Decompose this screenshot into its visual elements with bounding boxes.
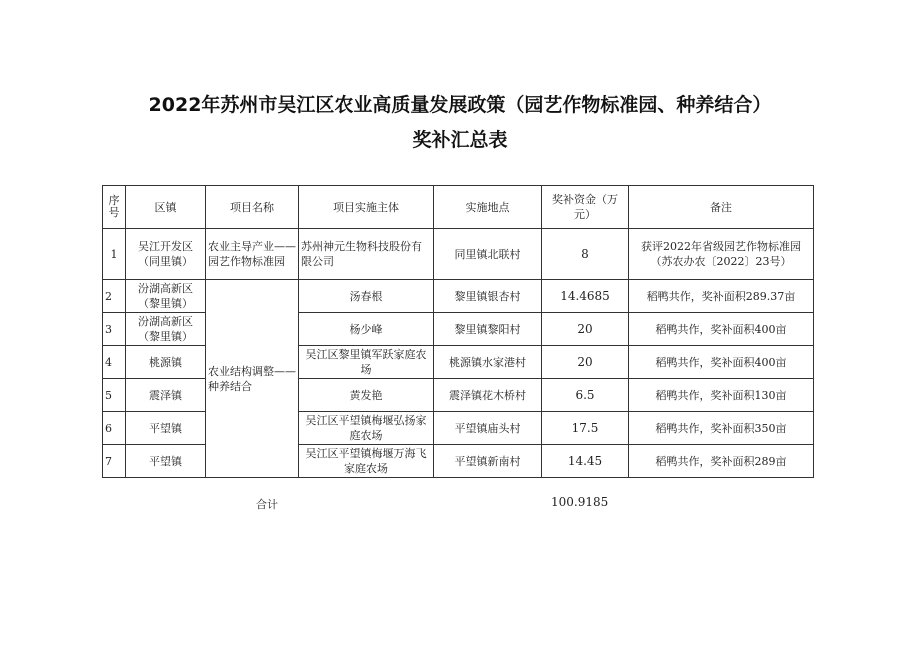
- cell-seq: 7: [103, 445, 126, 478]
- cell-remarks: 稻鸭共作，奖补面积130亩: [629, 379, 814, 412]
- cell-implementer: 吴江区平望镇梅堰弘扬家庭农场: [299, 412, 434, 445]
- cell-implementer: 汤春根: [299, 280, 434, 313]
- cell-district: 吴江开发区（同里镇）: [126, 229, 206, 280]
- cell-remarks: 稻鸭共作，奖补面积350亩: [629, 412, 814, 445]
- cell-funds: 17.5: [542, 412, 629, 445]
- table-header-row: [103, 186, 814, 229]
- table-row: [103, 280, 814, 313]
- cell-district: 汾湖高新区（黎里镇）: [126, 280, 206, 313]
- subsidy-summary-table: [102, 185, 814, 478]
- cell-implementer: 杨少峰: [299, 313, 434, 346]
- cell-district: 平望镇: [126, 412, 206, 445]
- cell-seq: 2: [103, 280, 126, 313]
- cell-location: 同里镇北联村: [434, 229, 542, 280]
- cell-location: 平望镇新南村: [434, 445, 542, 478]
- cell-district: 桃源镇: [126, 346, 206, 379]
- document-title-line1: 2022年苏州市吴江区农业高质量发展政策（园艺作物标准园、种养结合）: [148, 94, 772, 116]
- cell-funds: 20: [542, 313, 629, 346]
- cell-remarks: 稻鸭共作，奖补面积289.37亩: [629, 280, 814, 313]
- cell-remarks: 稻鸭共作，奖补面积400亩: [629, 346, 814, 379]
- cell-remarks: 获评2022年省级园艺作物标准园（苏农办农〔2022〕23号）: [629, 229, 814, 280]
- cell-location: 黎里镇黎阳村: [434, 313, 542, 346]
- cell-remarks: 稻鸭共作，奖补面积289亩: [629, 445, 814, 478]
- document-title-line2: 奖补汇总表: [412, 129, 508, 151]
- cell-funds: 8: [542, 229, 629, 280]
- cell-seq: 1: [103, 229, 126, 280]
- cell-funds: 14.4685: [542, 280, 629, 313]
- cell-funds: 6.5: [542, 379, 629, 412]
- cell-location: 桃源镇水家港村: [434, 346, 542, 379]
- cell-location: 震泽镇花木桥村: [434, 379, 542, 412]
- cell-district: 汾湖高新区（黎里镇）: [126, 313, 206, 346]
- cell-seq: 5: [103, 379, 126, 412]
- cell-funds: 14.45: [542, 445, 629, 478]
- cell-location: 黎里镇银杏村: [434, 280, 542, 313]
- cell-implementer: 黄发艳: [299, 379, 434, 412]
- header-funds: 奖补资金（万元）: [542, 186, 629, 229]
- cell-seq: 3: [103, 313, 126, 346]
- cell-district: 平望镇: [126, 445, 206, 478]
- cell-implementer: 苏州神元生物科技股份有限公司: [299, 229, 434, 280]
- header-seq: 序号: [103, 186, 126, 229]
- cell-district: 震泽镇: [126, 379, 206, 412]
- cell-location: 平望镇庙头村: [434, 412, 542, 445]
- cell-implementer: 吴江区黎里镇军跃家庭农场: [299, 346, 434, 379]
- header-project-name: 项目名称: [206, 186, 299, 229]
- header-implementer: 项目实施主体: [299, 186, 434, 229]
- cell-implementer: 吴江区平望镇梅堰万海飞家庭农场: [299, 445, 434, 478]
- cell-funds: 20: [542, 346, 629, 379]
- total-label: 合计: [256, 498, 278, 511]
- header-remarks: 备注: [629, 186, 814, 229]
- header-location: 实施地点: [434, 186, 542, 229]
- header-district: 区镇: [126, 186, 206, 229]
- cell-project-name-merged: 农业结构调整——种养结合: [206, 280, 299, 478]
- cell-remarks: 稻鸭共作，奖补面积400亩: [629, 313, 814, 346]
- cell-seq: 6: [103, 412, 126, 445]
- cell-project-name: 农业主导产业——园艺作物标准园: [206, 229, 299, 280]
- total-value: 100.9185: [551, 495, 609, 509]
- table-row: [103, 229, 814, 280]
- cell-seq: 4: [103, 346, 126, 379]
